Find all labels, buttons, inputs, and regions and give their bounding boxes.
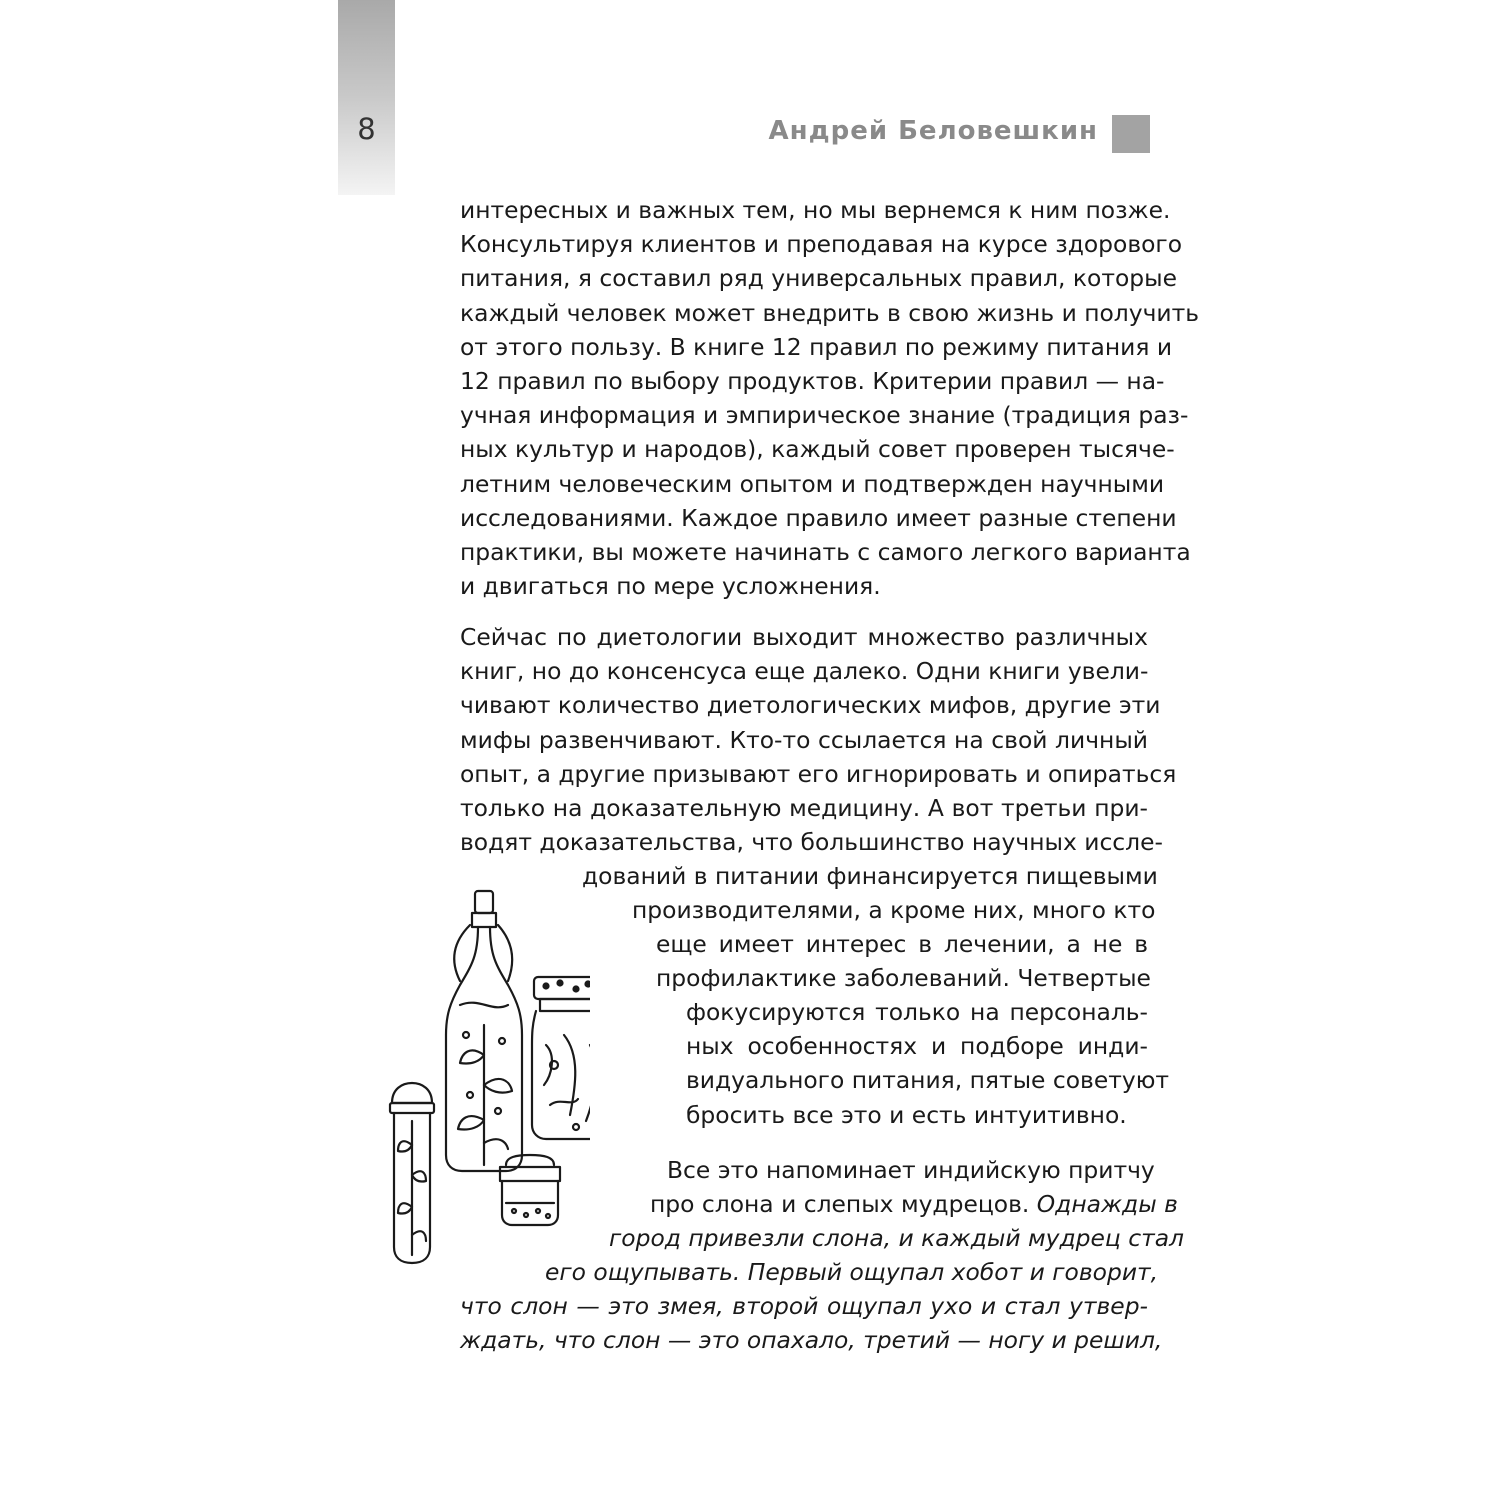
text-line: Сейчас по диетологии выходит множество различных: [460, 623, 1148, 651]
paragraph-2: [460, 620, 1177, 859]
text-line: учная информация и эмпирическое знание (традиция раз-: [460, 401, 1189, 430]
text-line: ных культур и народов), каждый совет проверен тысяче-: [460, 435, 1175, 464]
jars-illustration: [380, 885, 590, 1265]
text-line: ных особенностях и подборе инди-: [686, 1032, 1148, 1061]
text-line: питания, я составил ряд универсальных правил, которые: [460, 264, 1177, 293]
text-line: чивают количество диетологических мифов, другие эти: [460, 691, 1161, 720]
text-line: его ощупывать. Первый ощупал хобот и говорит,: [545, 1258, 1159, 1286]
paragraph-3-line-4: [545, 1255, 1159, 1289]
text-line: город привезли слона, и каждый мудрец стал: [609, 1224, 1185, 1252]
text-line: исследованиями. Каждое правило имеет разные степени: [460, 503, 1177, 532]
paragraph-2-wrap-a: [582, 859, 1158, 893]
paragraph-2-wrap-d: [686, 995, 1170, 1132]
page-number: 8: [357, 112, 376, 146]
tall-bottle-icon: [446, 891, 522, 1171]
text-line: и двигаться по мере усложнения.: [460, 572, 881, 601]
text-line: практики, вы можете начинать с самого легкого варианта: [460, 537, 1191, 566]
text-line: только на доказательную медицину. А вот третьи при-: [460, 793, 1148, 822]
header-square-marker: [1112, 115, 1150, 153]
text-line: Консультируя клиентов и преподавая на курсе здорового: [460, 230, 1183, 259]
paragraph-2-wrap-b: [632, 893, 1156, 927]
small-jar-icon: [500, 1155, 560, 1225]
paragraph-3-line-1: [667, 1153, 1155, 1187]
text-italic: Однажды в: [1036, 1190, 1178, 1218]
text-line: от этого пользу. В книге 12 правил по режиму питания и: [460, 332, 1173, 361]
text-line: Все это напоминает индийскую притчу: [667, 1156, 1155, 1184]
text-line: [650, 1187, 1178, 1221]
page-edge-tab: [338, 0, 395, 195]
text-line: каждый человек может внедрить в свою жизнь и получить: [460, 298, 1200, 327]
text-line: производителями, а кроме них, много кто: [632, 896, 1156, 924]
text-line: мифы развенчивают. Кто-то ссылается на свой личный: [460, 725, 1148, 754]
text-regular: про слона и слепых мудрецов.: [650, 1190, 1030, 1218]
paragraph-2-wrap-c: [656, 927, 1151, 995]
paragraph-3-lines-5-6: [460, 1289, 1163, 1357]
text-line: водят доказательства, что большинство научных иссле-: [460, 828, 1163, 857]
text-line: что слон — это змея, второй ощупал ухо и стал утвер-: [460, 1292, 1148, 1320]
text-line: книг, но до консенсуса еще далеко. Одни книги увели-: [460, 657, 1149, 686]
paragraph-3-line-2: [650, 1187, 1178, 1221]
text-line: летним человеческим опытом и подтвержден научными: [460, 469, 1165, 498]
text-line: опыт, а другие призывают его игнорировать и опираться: [460, 759, 1177, 788]
text-line: видуального питания, пятые советуют: [686, 1066, 1170, 1095]
pickle-jar-icon: [532, 977, 590, 1139]
text-line: профилактике заболеваний. Четвертые: [656, 964, 1151, 993]
text-line: интересных и важных тем, но мы вернемся к ним позже.: [460, 196, 1171, 224]
paragraph-1: [460, 193, 1200, 603]
text-line: ждать, что слон — это опахало, третий — ногу и решил,: [460, 1326, 1163, 1355]
spice-bottle-icon: [390, 1083, 434, 1263]
text-line: дований в питании финансируется пищевыми: [582, 862, 1158, 890]
text-line: фокусируются только на персональ-: [686, 998, 1148, 1026]
text-line: 12 правил по выбору продуктов. Критерии правил — на-: [460, 366, 1165, 395]
paragraph-3-line-3: [609, 1221, 1185, 1255]
text-line: бросить все это и есть интуитивно.: [686, 1100, 1127, 1129]
text-line: еще имеет интерес в лечении, а не в: [656, 930, 1148, 958]
running-head-author: Андрей Беловешкин: [768, 116, 1098, 146]
